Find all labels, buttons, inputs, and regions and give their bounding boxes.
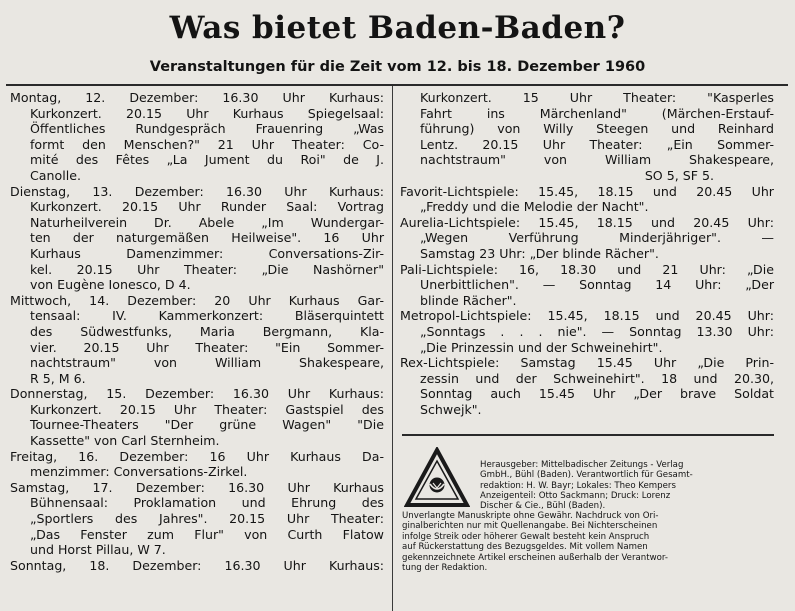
text-line: „Sonntags . . . nie". — Sonntag 13.30 Uhr: bbox=[420, 323, 774, 339]
text-line: führung) von Willy Steegen und Reinhard bbox=[420, 121, 774, 137]
text-line: Kassette" von Carl Sternheim. bbox=[30, 433, 220, 449]
text-line: Sonntag, 18. Dezember: 16.30 Uhr Kurhaus: bbox=[10, 557, 384, 573]
imprint-line: GmbH., Bühl (Baden). Verantwortlich für Gesamt- bbox=[480, 470, 693, 481]
disclaimer-line: auf Rückerstattung des Bezugsgeldes. Mit vollem Namen bbox=[402, 542, 648, 553]
text-line: R 5, M 6. bbox=[30, 370, 86, 386]
text-line: Samstag 23 Uhr: „Der blinde Rächer". bbox=[420, 245, 659, 261]
text-line: Aurelia-Lichtspiele: 15.45, 18.15 und 20.45 Uhr: bbox=[400, 214, 774, 230]
disclaimer-line: Unverlangte Manuskripte ohne Gewähr. Nachdruck von Ori- bbox=[402, 511, 659, 521]
text-line: tensaal: IV. Kammerkonzert: Bläserquintett bbox=[30, 308, 384, 324]
text-line: „Sportlers des Jahres". 20.15 Uhr Theater: bbox=[30, 511, 384, 527]
text-line: Kurkonzert. 15 Uhr Theater: "Kasperles bbox=[420, 90, 774, 105]
text-line: Kurkonzert. 20.15 Uhr Runder Saal: Vortrag bbox=[30, 199, 384, 215]
text-line: Montag, 12. Dezember: 16.30 Uhr Kurhaus: bbox=[10, 90, 384, 105]
text-line: Favorit-Lichtspiele: 15.45, 18.15 und 20.45 Uhr bbox=[400, 183, 774, 199]
page-title: Was bietet Baden-Baden? bbox=[169, 10, 626, 46]
text-line: Schwejk". bbox=[420, 401, 482, 417]
page-subtitle: Veranstaltungen für die Zeit vom 12. bis 18. Dezember 1960 bbox=[149, 59, 646, 75]
header-rule bbox=[6, 84, 788, 86]
disclaimer-block bbox=[402, 511, 774, 573]
text-line: Tournee-Theaters "Der grüne Wagen" "Die bbox=[30, 417, 384, 433]
column-divider bbox=[392, 86, 393, 611]
text-line: kel. 20.15 Uhr Theater: „Die Nashörner" bbox=[30, 261, 384, 277]
text-line: Fahrt ins Märchenland" (Märchen-Erstauf- bbox=[420, 105, 774, 121]
text-line: formt den Menschen?" 21 Uhr Theater: Co- bbox=[30, 136, 384, 152]
text-line: „Die Prinzessin und der Schweinehirt". bbox=[420, 339, 663, 355]
text-line: Sonntag auch 15.45 Uhr „Der brave Soldat bbox=[420, 386, 774, 402]
disclaimer-line: tung der Redaktion. bbox=[402, 563, 488, 574]
text-line: SO 5, SF 5. bbox=[644, 167, 714, 183]
imprint-line: redaktion: H. W. Bayr; Lokales: Theo Kempers bbox=[480, 480, 676, 491]
text-line: Dienstag, 13. Dezember: 16.30 Uhr Kurhaus: bbox=[10, 183, 384, 199]
text-line: Kurkonzert. 20.15 Uhr Kurhaus Spiegelsaal: bbox=[30, 105, 384, 121]
text-line: des Südwestfunks, Maria Bergmann, Kla- bbox=[30, 323, 384, 339]
right-column bbox=[400, 90, 774, 417]
text-line: ten der naturgemäßen Heilweise". 16 Uhr bbox=[30, 230, 384, 246]
text-line: menzimmer: Conversations-Zirkel. bbox=[30, 464, 248, 480]
text-line: Kurhaus Damenzimmer: Conversations-Zir- bbox=[30, 245, 384, 261]
text-line: Pali-Lichtspiele: 16, 18.30 und 21 Uhr: „Die bbox=[400, 261, 774, 277]
text-line: zessin und der Schweinehirt". 18 und 20.30, bbox=[420, 370, 774, 386]
text-line: und Horst Pillau, W 7. bbox=[30, 542, 166, 558]
text-line: Rex-Lichtspiele: Samstag 15.45 Uhr „Die Prin- bbox=[400, 355, 774, 371]
text-line: Mittwoch, 14. Dezember: 20 Uhr Kurhaus Gar- bbox=[10, 292, 384, 308]
text-line: von Eugène Ionesco, D 4. bbox=[30, 277, 191, 293]
text-line: Öffentliches Rundgespräch Frauenring „Was bbox=[30, 121, 384, 137]
text-line: mité des Fêtes „La Jument du Roi" de J. bbox=[30, 152, 384, 168]
text-line: vier. 20.15 Uhr Theater: "Ein Sommer- bbox=[30, 339, 384, 355]
text-line: Lentz. 20.15 Uhr Theater: „Ein Sommer- bbox=[420, 136, 774, 152]
text-line: Samstag, 17. Dezember: 16.30 Uhr Kurhaus bbox=[10, 479, 384, 495]
disclaimer-line: infolge Streik oder höherer Gewalt besteht kein Anspruch bbox=[402, 531, 650, 542]
text-line: nachtstraum" von William Shakespeare, bbox=[30, 355, 384, 371]
text-line: nachtstraum" von William Shakespeare, bbox=[420, 152, 774, 168]
imprint-line: Discher & Cie., Bühl (Baden). bbox=[480, 501, 606, 512]
text-line: Bühnensaal: Proklamation und Ehrung des bbox=[30, 495, 384, 511]
text-line: Canolle. bbox=[30, 167, 81, 183]
imprint-block bbox=[480, 460, 774, 511]
text-line: blinde Rächer". bbox=[420, 292, 517, 308]
left-column bbox=[10, 90, 384, 573]
imprint-rule bbox=[402, 434, 774, 436]
text-line: Metropol-Lichtspiele: 15.45, 18.15 und 20.45 Uhr: bbox=[400, 308, 774, 324]
imprint-line: Herausgeber: Mittelbadischer Zeitungs - Verlag bbox=[480, 460, 684, 470]
disclaimer-line: gekennzeichnete Artikel erscheinen außerhalb der Verantwor- bbox=[402, 552, 668, 563]
imprint-line: Anzeigenteil: Otto Sackmann; Druck: Lorenz bbox=[480, 490, 671, 501]
text-line: Kurkonzert. 20.15 Uhr Theater: Gastspiel des bbox=[30, 401, 384, 417]
text-line: „Freddy und die Melodie der Nacht". bbox=[420, 199, 649, 215]
disclaimer-line: ginalberichten nur mit Quellenangabe. Bei Nichterscheinen bbox=[402, 521, 658, 532]
text-line: „Das Fenster zum Flur" von Curth Flatow bbox=[30, 526, 384, 542]
text-line: Freitag, 16. Dezember: 16 Uhr Kurhaus Da- bbox=[10, 448, 384, 464]
text-line: Naturheilverein Dr. Abele „Im Wundergar- bbox=[30, 214, 384, 230]
publisher-logo-icon bbox=[404, 447, 470, 509]
text-line: Donnerstag, 15. Dezember: 16.30 Uhr Kurhaus: bbox=[10, 386, 384, 402]
text-line: „Wegen Verführung Minderjähriger". — bbox=[420, 230, 774, 246]
text-line: Unerbittlichen". — Sonntag 14 Uhr: „Der bbox=[420, 277, 774, 293]
